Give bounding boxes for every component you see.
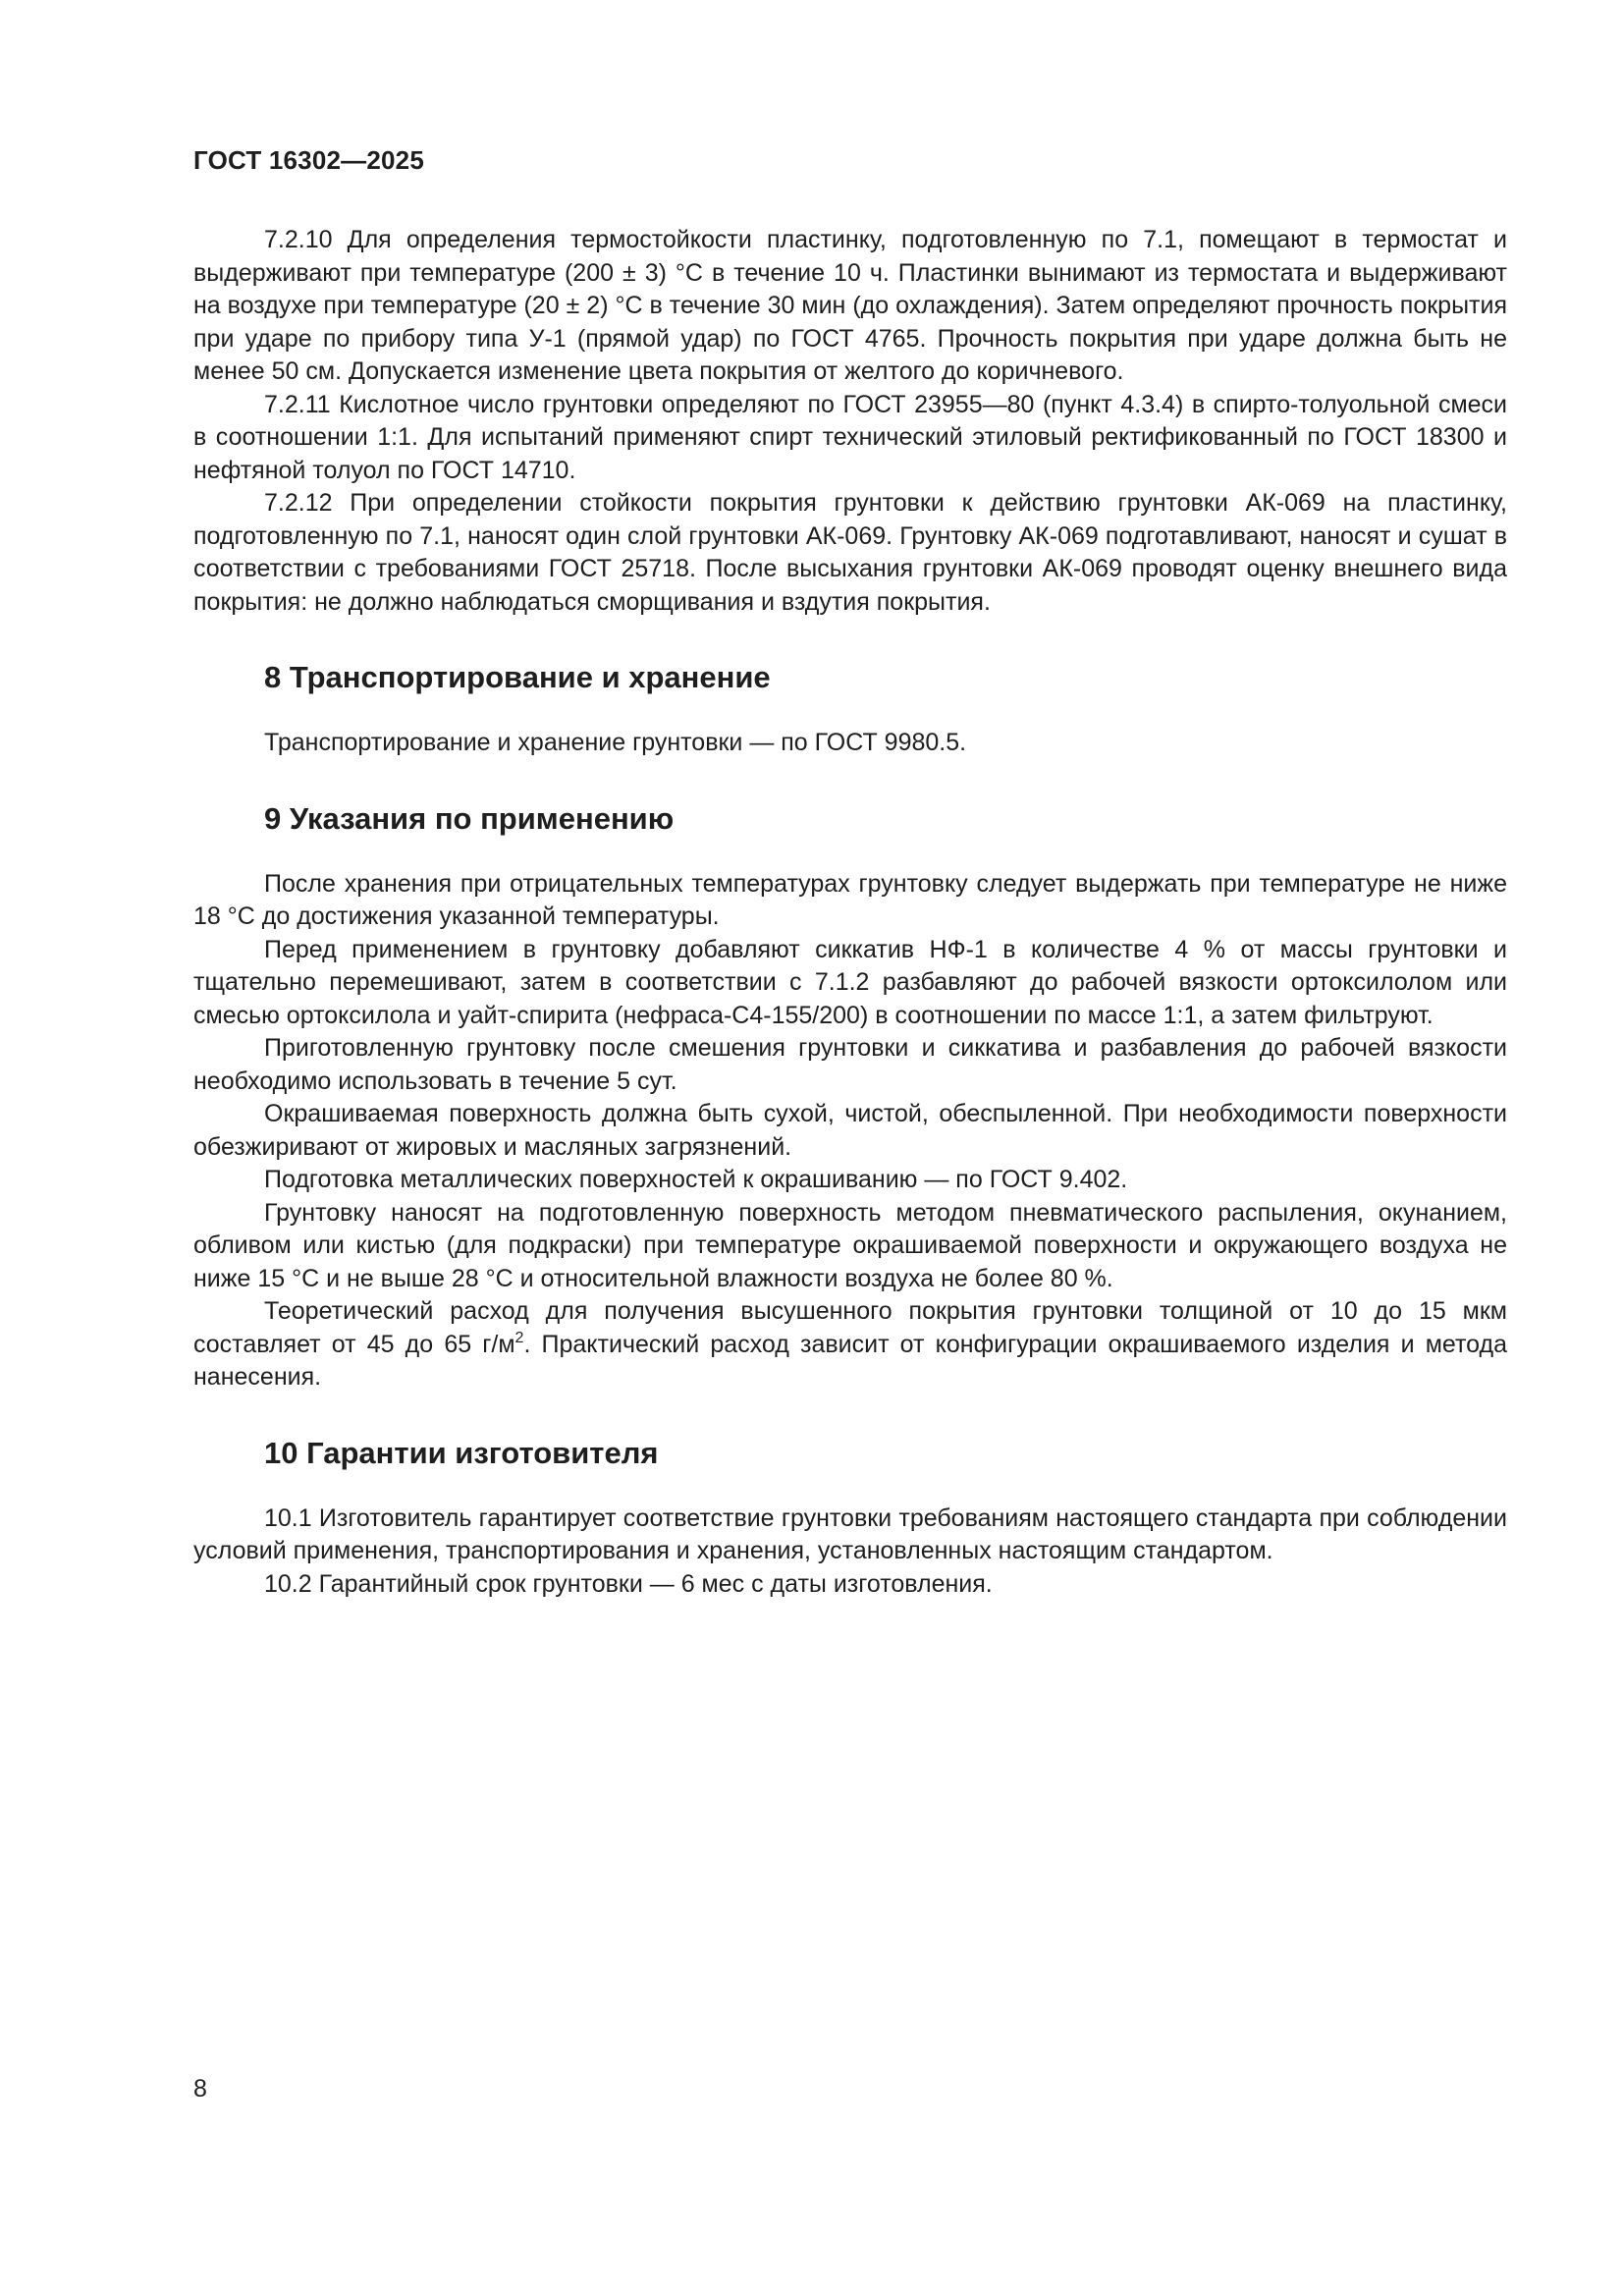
clause-7-2-12: 7.2.12 При определении стойкости покрытия грунтовки к действию грунтовки АК-069 на пластинку, подготовленную по 7.1, наносят один слой грунтовки АК-069. Грунтовку АК-069 подготавливают, наносят и сушат в соответствии с требованиями ГОСТ 25718. После высыхания грунтовки АК-069 проводят оценку внешнего вида покрытия: не должно наблюдаться сморщивания и вздутия покрытия. [193,489,1507,616]
document-id-header: ГОСТ 16302—2025 [193,145,424,175]
square-superscript: 2 [514,1329,524,1346]
section-9-paragraph: Грунтовку наносят на подготовленную поверхность методом пневматического распыления, окунанием, обливом или кистью (для подкраски) при температуре окрашиваемой поверхности и окружающего воздуха не ниже 15 °С и не выше 28 °С и относительной влажности воздуха не более 80 %. [193,1198,1507,1292]
consumption-text-end: . Практический расход зависит от конфигурации окрашиваемого изделия и метода нанесения. [193,1330,1507,1391]
section-9-heading: 9 Указания по применению [264,800,675,836]
spacer [193,1394,1507,1434]
spacer [193,839,1507,868]
clause-7-2-11: 7.2.11 Кислотное число грунтовки определяют по ГОСТ 23955—80 (пункт 4.3.4) в спирто-толуольной смеси в соотношении 1:1. Для испытаний применяют спирт технический этиловый ректификованный по ГОСТ 18300 и нефтяной толуол по ГОСТ 14710. [193,390,1507,484]
clause-10-1: 10.1 Изготовитель гарантирует соответствие грунтовки требованиям настоящего стандарта при соблюдении условий применения, транспортирования и хранения, установленных настоящим стандартом. [193,1503,1507,1564]
spacer [193,1473,1507,1503]
clause-10-2: 10.2 Гарантийный срок грунтовки — 6 мес с даты изготовления. [264,1569,993,1598]
section-9-consumption-paragraph [193,1295,1507,1394]
section-9-paragraph: Окрашиваемая поверхность должна быть сухой, чистой, обеспыленной. При необходимости поверхности обезжиривают от жировых и масляных загрязнений. [193,1100,1507,1161]
spacer [193,697,1507,727]
section-9-paragraph: После хранения при отрицательных температурах грунтовку следует выдержать при температуре не ниже 18 °С до достижения указанной температуры. [193,869,1507,930]
spacer [193,619,1507,658]
section-8-text: Транспортирование и хранение грунтовки — по ГОСТ 9980.5. [264,729,967,756]
clause-7-2-10: 7.2.10 Для определения термостойкости пластинку, подготовленную по 7.1, помещают в термостат и выдерживают при температуре (200 ± 3) °С в течение 10 ч. Пластинки вынимают из термостата и выдерживают на воздухе при температуре (20 ± 2) °С в течение 30 мин (до охлаждения). Затем определяют прочность покрытия при ударе по прибору типа У-1 (прямой удар) по ГОСТ 4765. Прочность покрытия при ударе должна быть не менее 50 см. Допускается изменение цвета покрытия от желтого до коричневого. [193,226,1507,385]
spacer [193,760,1507,799]
page-content [193,224,1507,1601]
section-9-paragraph: Приготовленную грунтовку после смешения грунтовки и сиккатива и разбавления до рабочей вязкости необходимо использовать в течение 5 сут. [193,1034,1507,1095]
section-10-heading: 10 Гарантии изготовителя [264,1435,659,1470]
page-number: 8 [193,2075,207,2103]
consumption-text: Теоретический расход для получения высушенного покрытия грунтовки толщиной от 10 до 15 мкм составляет от 45 до 65 г/м [193,1297,1507,1358]
section-8-heading: 8 Транспортирование и хранение [264,660,771,694]
section-9-paragraph: Подготовка металлических поверхностей к окрашиванию — по ГОСТ 9.402. [264,1166,1128,1193]
section-9-paragraph: Перед применением в грунтовку добавляют сиккатив НФ-1 в количестве 4 % от массы грунтовки и тщательно перемешивают, затем в соответствии с 7.1.2 разбавляют до рабочей вязкости ортоксилолом или смесью ортоксилола и уайт-спирита (нефраса-С4-155/200) в соотношении по массе 1:1, а затем фильтруют. [193,935,1507,1029]
